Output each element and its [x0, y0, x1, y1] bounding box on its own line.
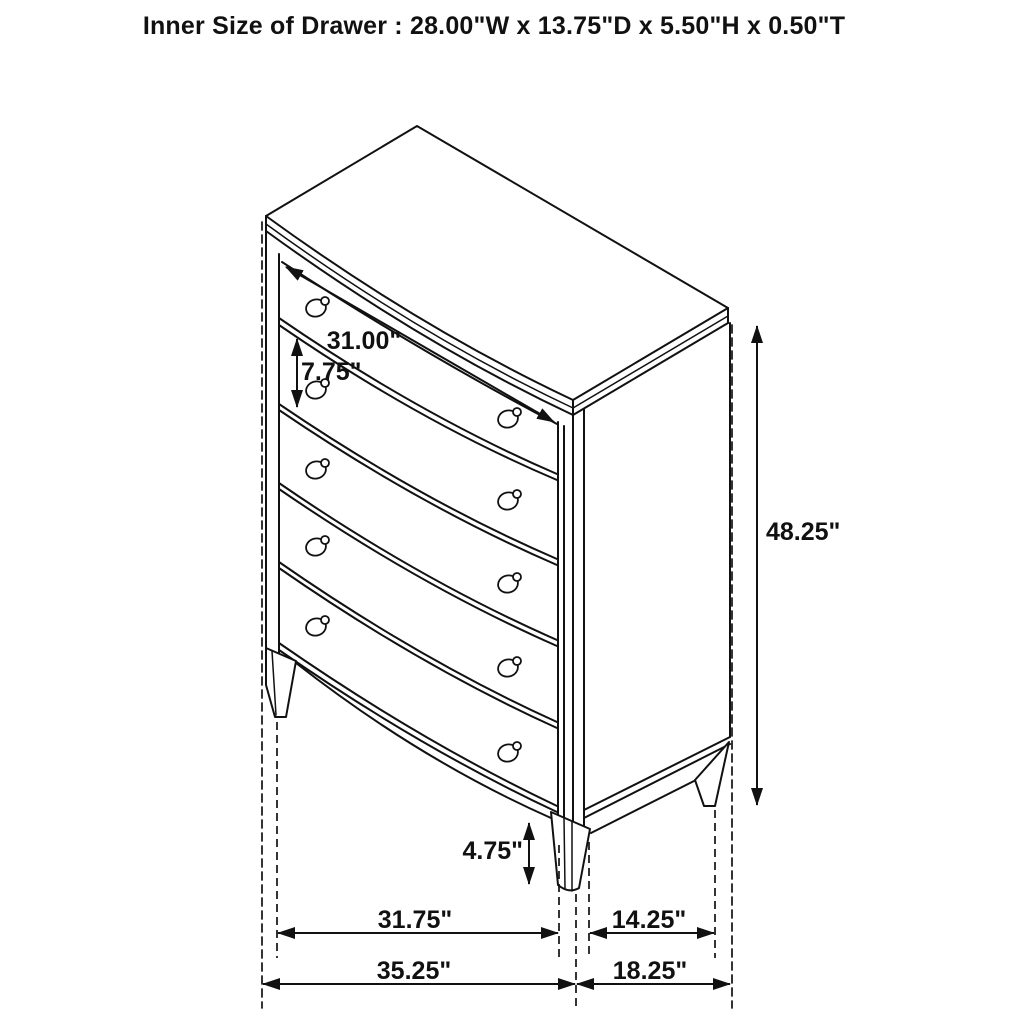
- dim-label-overall-depth: 18.25": [612, 957, 688, 985]
- dim-label-side-depth-feet: 14.25": [611, 906, 687, 934]
- dim-label-overall-height: 48.25": [766, 518, 841, 546]
- dim-label-drawer-height: 7.75": [301, 358, 362, 386]
- dim-label-leg-height: 4.75": [462, 837, 523, 865]
- dim-label-overall-width: 35.25": [376, 957, 452, 985]
- chest-drawing: [262, 126, 732, 1008]
- dim-label-drawer-width: 31.00": [326, 327, 402, 355]
- page-title: Inner Size of Drawer : 28.00"W x 13.75"D x 5.50"H x 0.50"T: [142, 12, 846, 40]
- dim-label-front-width-feet: 31.75": [377, 906, 453, 934]
- chest-right-side-panel: [584, 323, 730, 833]
- front-left-leg: [266, 648, 296, 717]
